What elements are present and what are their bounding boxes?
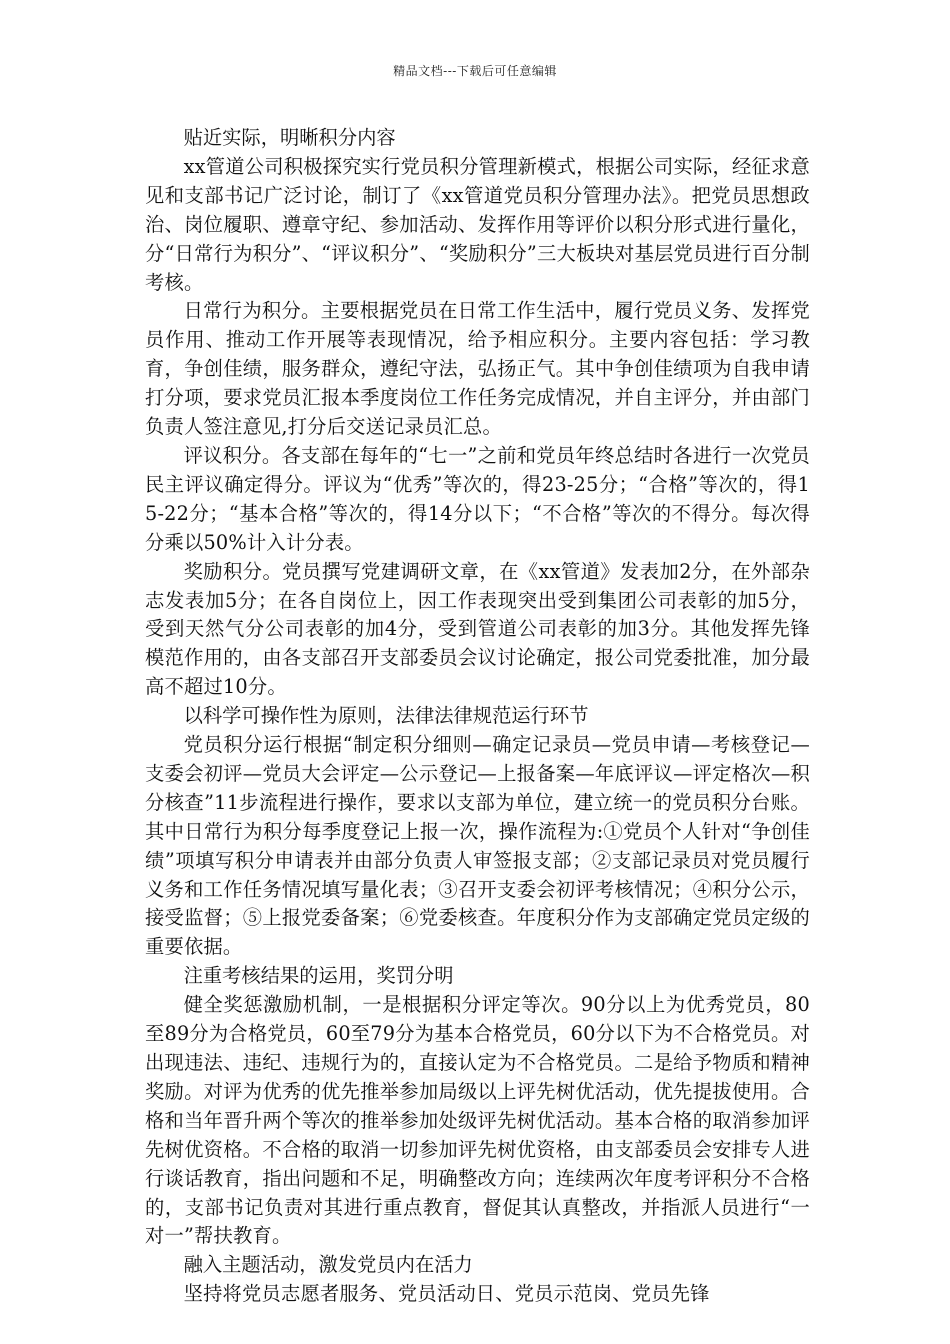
paragraph-intro: xx管道公司积极探究实行党员积分管理新模式，根据公司实际，经征求意见和支部书记广泛讨论，制订了《xx管道党员积分管理办法》。把党员思想政治、岗位履职、遵章守纪、参加活动、发挥作用等评价以积分形式进行量化，分“日常行为积分”、“评议积分”、“奖励积分”三大板块对基层党员进行百分制考核。 [145, 154, 810, 294]
section-heading-practical: 贴近实际，明晰积分内容 [183, 126, 396, 149]
paragraph-review-points: 评议积分。各支部在每年的“七一”之前和党员年终总结时各进行一次党员民主评议确定得分。评议为“优秀”等次的，得23-25分；“合格”等次的，得15-22分；“基本合格”等次的，得14分以下；“不合格”等次的不得分。每次得分乘以50%计入计分表。 [145, 443, 810, 554]
paragraph-process: 党员积分运行根据“制定积分细则—确定记录员—党员申请—考核登记—支委会初评—党员大会评定—公示登记—上报备案—年底评议—评定格次—积分核查”11步流程进行操作，要求以支部为单位，建立统一的党员积分台账。其中日常行为积分每季度登记上报一次，操作流程为:①党员个人针对“争创佳绩”项填写积分申请表并由部分负责人审签报支部；②支部记录员对党员履行义务和工作任务情况填写量化表；③召开支委会初评考核情况；④积分公示，接受监督；⑤上报党委备案；⑥党委核查。年度积分作为支部确定党员定级的重要依据。 [145, 733, 810, 959]
paragraph-reward-points: 奖励积分。党员撰写党建调研文章，在《xx管道》发表加2分，在外部杂志发表加5分；在各自岗位上，因工作表现突出受到集团公司表彰的加5分，受到天然气分公司表彰的加4分，受到管道公司表彰的加3分。其他发挥先锋模范作用的，由各支部召开支部委员会议讨论确定，报公司党委批准，加分最高不超过10分。 [145, 559, 810, 699]
paragraph-incentives: 健全奖惩激励机制，一是根据积分评定等次。90分以上为优秀党员，80至89分为合格党员，60至79分为基本合格党员，60分以下为不合格党员。对出现违法、违纪、违规行为的，直接认定为不合格党员。二是给予物质和精神奖励。对评为优秀的优先推举参加局级以上评先树优活动，优先提拔使用。合格和当年晋升两个等次的推举参加处级评先树优活动。基本合格的取消参加评先树优资格。不合格的取消一切参加评先树优资格，由支部委员会安排专人进行谈话教育，指出问题和不足，明确整改方向；连续两次年度考评积分不合格的，支部书记负责对其进行重点教育，督促其认真整改，并指派人员进行“一对一”帮扶教育。 [145, 993, 810, 1248]
section-heading-operation: 以科学可操作性为原则，法律法律规范运行环节 [183, 704, 589, 728]
paragraph-volunteer: 坚持将党员志愿者服务、党员活动日、党员示范岗、党员先锋 [183, 1282, 710, 1306]
section-heading-results: 注重考核结果的运用，奖罚分明 [183, 964, 454, 988]
paragraph-daily-points: 日常行为积分。主要根据党员在日常工作生活中，履行党员义务、发挥党员作用、推动工作开展等表现情况，给予相应积分。主要内容包括：学习教育，争创佳绩，服务群众，遵纪守法，弘扬正气。其中争创佳绩项为自我申请打分项，要求党员汇报本季度岗位工作任务完成情况，并自主评分，并由部门负责人签注意见,打分后交送记录员汇总。 [145, 299, 810, 439]
section-heading-activities: 融入主题活动，激发党员内在活力 [183, 1253, 473, 1277]
page-header-watermark: 精品文档---下载后可任意编辑 [393, 64, 557, 78]
document-body [145, 124, 810, 1309]
